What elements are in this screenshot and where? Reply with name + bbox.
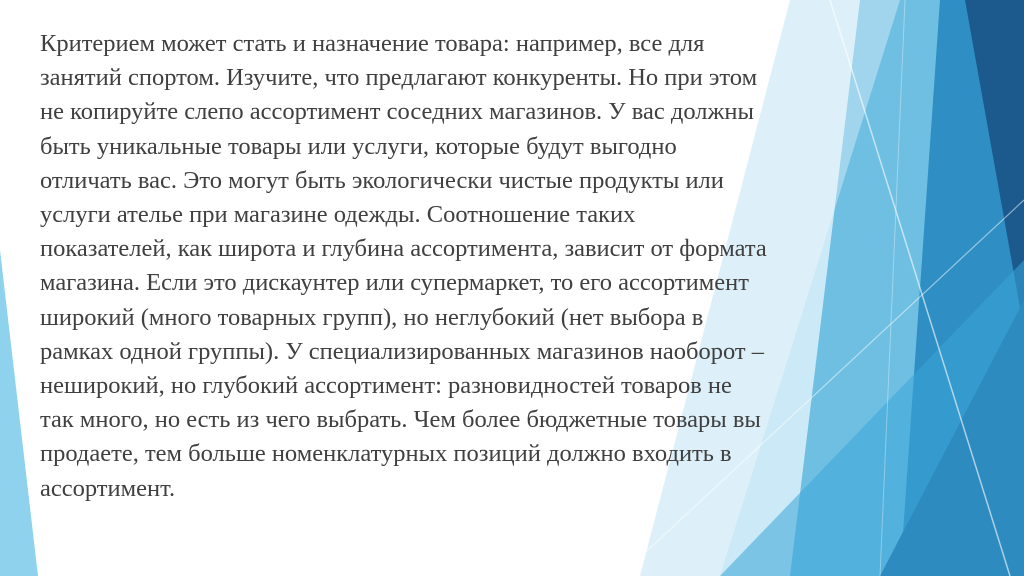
body-text-line: отличать вас. Это могут быть экологически чистые продукты или bbox=[40, 166, 724, 194]
body-text-line: неширокий, но глубокий ассортимент: разновидностей товаров не bbox=[40, 372, 732, 400]
body-text-line: Критерием может стать и назначение товара: например, все для bbox=[40, 30, 705, 57]
body-text-line: не копируйте слепо ассортимент соседних магазинов. У вас должны bbox=[40, 98, 754, 126]
body-text-line: магазина. Если это дискаунтер или супермаркет, то его ассортимент bbox=[40, 269, 749, 297]
body-text-line: ассортимент. bbox=[40, 474, 176, 502]
body-text-line: быть уникальные товары или услуги, которые будут выгодно bbox=[40, 132, 677, 160]
body-text-line: так много, но есть из чего выбрать. Чем более бюджетные товары вы bbox=[40, 406, 761, 434]
body-text-line: занятий спортом. Изучите, что предлагают конкуренты. Но при этом bbox=[40, 64, 758, 92]
body-text-line: широкий (много товарных групп), но неглубокий (нет выбора в bbox=[40, 303, 704, 331]
body-text-line: рамках одной группы). У специализированных магазинов наоборот – bbox=[40, 337, 764, 365]
body-text-line: показателей, как широта и глубина ассортимента, зависит от формата bbox=[40, 235, 767, 263]
body-text-line: услуги ателье при магазине одежды. Соотношение таких bbox=[40, 201, 636, 229]
body-text bbox=[40, 27, 940, 506]
body-text-line: продаете, тем больше номенклатурных позиций должно входить в bbox=[40, 440, 732, 468]
left-accent-strip bbox=[0, 250, 38, 576]
